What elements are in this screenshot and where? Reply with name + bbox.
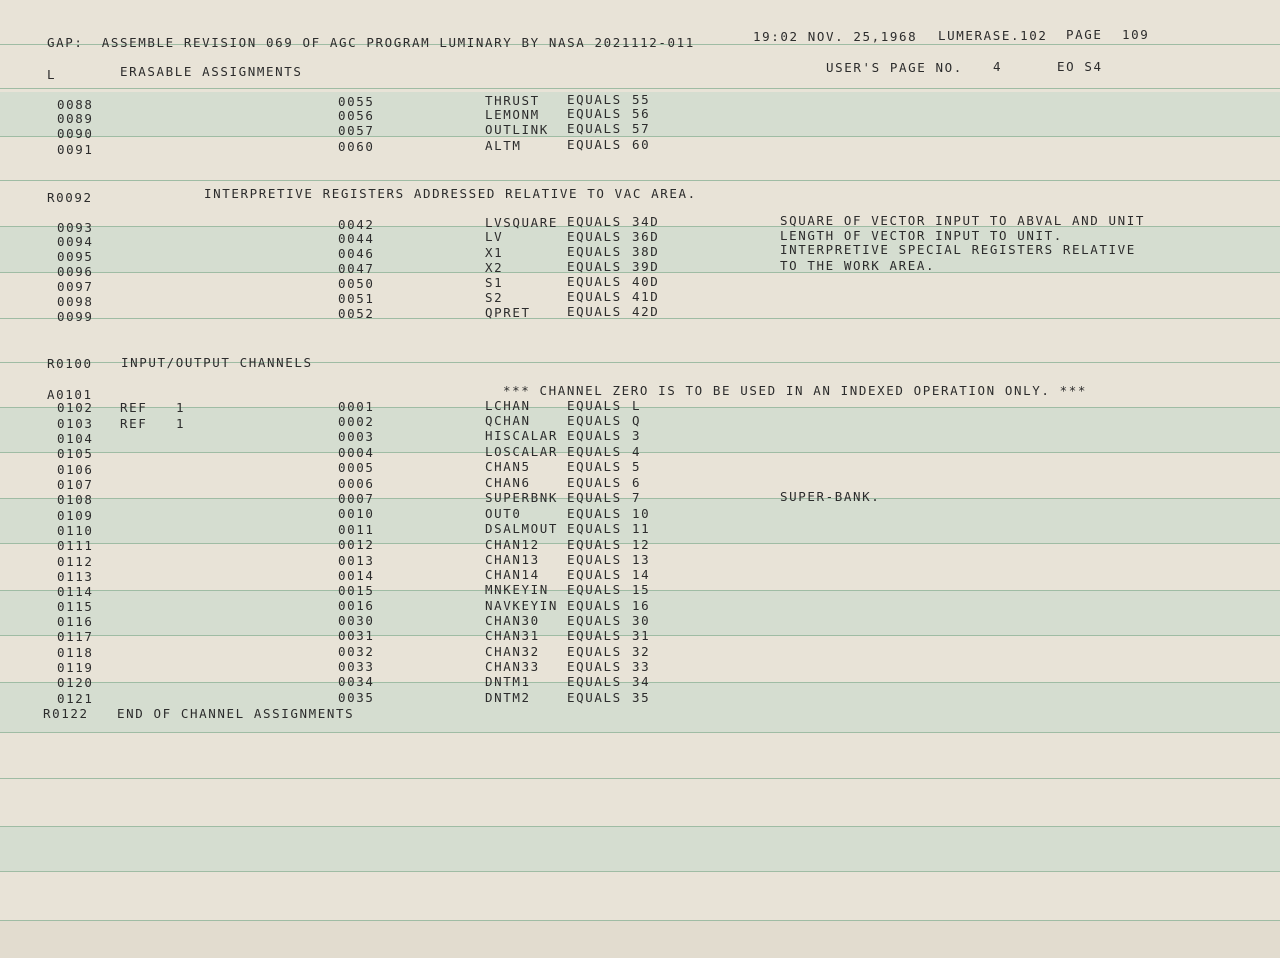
eo-marker: EO S4 bbox=[1057, 59, 1103, 74]
line-number: 0111 bbox=[57, 538, 94, 553]
opcode: EQUALS bbox=[567, 304, 622, 319]
end-of-section: END OF CHANNEL ASSIGNMENTS bbox=[117, 706, 355, 721]
operand: 5 bbox=[632, 459, 642, 474]
line-number: 0115 bbox=[57, 599, 94, 614]
section-heading: INPUT/OUTPUT CHANNELS bbox=[121, 355, 313, 370]
line-number: 0089 bbox=[57, 111, 94, 126]
operand: 41D bbox=[632, 289, 660, 304]
operand: 34 bbox=[632, 674, 651, 689]
line-number: 0097 bbox=[57, 279, 94, 294]
ref-count: 1 bbox=[176, 416, 186, 431]
line-number: 0095 bbox=[57, 249, 94, 264]
line-number: 0091 bbox=[57, 142, 94, 157]
symbol: CHAN13 bbox=[485, 552, 540, 567]
opcode: EQUALS bbox=[567, 229, 622, 244]
header-page-number: 109 bbox=[1122, 27, 1150, 42]
address: 0052 bbox=[338, 306, 375, 321]
comment: TO THE WORK AREA. bbox=[780, 258, 936, 273]
opcode: EQUALS bbox=[567, 582, 622, 597]
channel-note: *** CHANNEL ZERO IS TO BE USED IN AN INDEXED OPERATION ONLY. *** bbox=[503, 383, 1088, 398]
symbol: LV bbox=[485, 229, 504, 244]
opcode: EQUALS bbox=[567, 289, 622, 304]
opcode: EQUALS bbox=[567, 121, 622, 136]
ref-label: REF bbox=[120, 400, 148, 415]
line-number: 0109 bbox=[57, 508, 94, 523]
line-number: 0096 bbox=[57, 264, 94, 279]
symbol: LEMONM bbox=[485, 107, 540, 122]
symbol: QCHAN bbox=[485, 413, 531, 428]
ref-count: 1 bbox=[176, 400, 186, 415]
line-number: A0101 bbox=[47, 387, 93, 402]
opcode: EQUALS bbox=[567, 674, 622, 689]
opcode: EQUALS bbox=[567, 506, 622, 521]
symbol: LOSCALAR bbox=[485, 444, 559, 459]
address: 0060 bbox=[338, 139, 375, 154]
header-file: LUMERASE.102 bbox=[938, 28, 1048, 43]
line-number: 0102 bbox=[57, 400, 94, 415]
symbol: HISCALAR bbox=[485, 428, 559, 443]
opcode: EQUALS bbox=[567, 598, 622, 613]
address: 0034 bbox=[338, 674, 375, 689]
header-title: GAP: ASSEMBLE REVISION 069 OF AGC PROGRAM LUMINARY BY NASA 2021112-011 bbox=[47, 35, 695, 50]
comment: LENGTH OF VECTOR INPUT TO UNIT. bbox=[780, 228, 1063, 243]
symbol: CHAN30 bbox=[485, 613, 540, 628]
symbol: OUTLINK bbox=[485, 122, 549, 137]
address: 0014 bbox=[338, 568, 375, 583]
opcode: EQUALS bbox=[567, 398, 622, 413]
line-number: 0098 bbox=[57, 294, 94, 309]
operand: 57 bbox=[632, 121, 651, 136]
symbol: CHAN14 bbox=[485, 567, 540, 582]
line-number: R0092 bbox=[47, 190, 93, 205]
address: 0055 bbox=[338, 94, 375, 109]
address: 0016 bbox=[338, 598, 375, 613]
operand: 14 bbox=[632, 567, 651, 582]
symbol: LCHAN bbox=[485, 398, 531, 413]
address: 0044 bbox=[338, 231, 375, 246]
operand: 36D bbox=[632, 229, 660, 244]
address: 0051 bbox=[338, 291, 375, 306]
operand: 55 bbox=[632, 92, 651, 107]
operand: 12 bbox=[632, 537, 651, 552]
symbol: CHAN6 bbox=[485, 475, 531, 490]
line-number: 0104 bbox=[57, 431, 94, 446]
opcode: EQUALS bbox=[567, 552, 622, 567]
ref-label: REF bbox=[120, 416, 148, 431]
opcode: EQUALS bbox=[567, 214, 622, 229]
operand: 6 bbox=[632, 475, 642, 490]
address: 0030 bbox=[338, 613, 375, 628]
section-title: ERASABLE ASSIGNMENTS bbox=[120, 64, 303, 79]
operand: 4 bbox=[632, 444, 642, 459]
opcode: EQUALS bbox=[567, 475, 622, 490]
address: 0031 bbox=[338, 628, 375, 643]
operand: 15 bbox=[632, 582, 651, 597]
line-number: 0106 bbox=[57, 462, 94, 477]
opcode: EQUALS bbox=[567, 274, 622, 289]
operand: 56 bbox=[632, 106, 651, 121]
line-number: 0090 bbox=[57, 126, 94, 141]
line-number: 0120 bbox=[57, 675, 94, 690]
comment: SUPER-BANK. bbox=[780, 489, 881, 504]
line-number: 0099 bbox=[57, 309, 94, 324]
line-number: 0088 bbox=[57, 97, 94, 112]
rule-line bbox=[0, 826, 1280, 827]
operand: 42D bbox=[632, 304, 660, 319]
opcode: EQUALS bbox=[567, 413, 622, 428]
line-number: R0100 bbox=[47, 356, 93, 371]
address: 0007 bbox=[338, 491, 375, 506]
address: 0010 bbox=[338, 506, 375, 521]
operand: 34D bbox=[632, 214, 660, 229]
comment: INTERPRETIVE SPECIAL REGISTERS RELATIVE bbox=[780, 242, 1136, 257]
address: 0046 bbox=[338, 246, 375, 261]
rule-line bbox=[0, 920, 1280, 921]
symbol: S2 bbox=[485, 290, 504, 305]
address: 0004 bbox=[338, 445, 375, 460]
operand: L bbox=[632, 398, 642, 413]
address: 0015 bbox=[338, 583, 375, 598]
operand: 31 bbox=[632, 628, 651, 643]
line-number: 0112 bbox=[57, 554, 94, 569]
line-number: 0114 bbox=[57, 584, 94, 599]
address: 0005 bbox=[338, 460, 375, 475]
line-number: 0121 bbox=[57, 691, 94, 706]
symbol: LVSQUARE bbox=[485, 215, 559, 230]
address: 0050 bbox=[338, 276, 375, 291]
opcode: EQUALS bbox=[567, 490, 622, 505]
address: 0056 bbox=[338, 108, 375, 123]
line-number: 0105 bbox=[57, 446, 94, 461]
opcode: EQUALS bbox=[567, 137, 622, 152]
line-number: 0094 bbox=[57, 234, 94, 249]
address: 0013 bbox=[338, 553, 375, 568]
opcode: EQUALS bbox=[567, 659, 622, 674]
operand: 11 bbox=[632, 521, 651, 536]
symbol: QPRET bbox=[485, 305, 531, 320]
opcode: EQUALS bbox=[567, 628, 622, 643]
symbol: ALTM bbox=[485, 138, 522, 153]
operand: 16 bbox=[632, 598, 651, 613]
line-number: 0113 bbox=[57, 569, 94, 584]
address: 0003 bbox=[338, 429, 375, 444]
address: 0006 bbox=[338, 476, 375, 491]
address: 0042 bbox=[338, 217, 375, 232]
symbol: SUPERBNK bbox=[485, 490, 559, 505]
header-timestamp: 19:02 NOV. 25,1968 bbox=[753, 29, 918, 44]
symbol: CHAN32 bbox=[485, 644, 540, 659]
section-heading: INTERPRETIVE REGISTERS ADDRESSED RELATIVE TO VAC AREA. bbox=[204, 186, 697, 201]
line-number: R0122 bbox=[43, 706, 89, 721]
line-number: 0117 bbox=[57, 629, 94, 644]
rule-line bbox=[0, 88, 1280, 89]
symbol: CHAN31 bbox=[485, 628, 540, 643]
paper-edge bbox=[0, 920, 1280, 958]
operand: 32 bbox=[632, 644, 651, 659]
symbol: CHAN5 bbox=[485, 459, 531, 474]
address: 0011 bbox=[338, 522, 375, 537]
operand: 39D bbox=[632, 259, 660, 274]
symbol: X2 bbox=[485, 260, 504, 275]
comment: SQUARE OF VECTOR INPUT TO ABVAL AND UNIT bbox=[780, 213, 1146, 228]
operand: 40D bbox=[632, 274, 660, 289]
operand: 13 bbox=[632, 552, 651, 567]
address: 0057 bbox=[338, 123, 375, 138]
header-page-label: PAGE bbox=[1066, 27, 1103, 42]
line-number: 0118 bbox=[57, 645, 94, 660]
address: 0001 bbox=[338, 399, 375, 414]
rule-line bbox=[0, 732, 1280, 733]
symbol: CHAN12 bbox=[485, 537, 540, 552]
operand: 10 bbox=[632, 506, 651, 521]
greenbar-band bbox=[0, 826, 1280, 871]
symbol: OUT0 bbox=[485, 506, 522, 521]
operand: 30 bbox=[632, 613, 651, 628]
opcode: EQUALS bbox=[567, 428, 622, 443]
opcode: EQUALS bbox=[567, 259, 622, 274]
address: 0032 bbox=[338, 644, 375, 659]
symbol: NAVKEYIN bbox=[485, 598, 559, 613]
line-number: 0093 bbox=[57, 220, 94, 235]
line-number: 0108 bbox=[57, 492, 94, 507]
opcode: EQUALS bbox=[567, 521, 622, 536]
opcode: EQUALS bbox=[567, 537, 622, 552]
address: 0033 bbox=[338, 659, 375, 674]
line-number: 0119 bbox=[57, 660, 94, 675]
symbol: DSALMOUT bbox=[485, 521, 559, 536]
operand: 38D bbox=[632, 244, 660, 259]
symbol: THRUST bbox=[485, 93, 540, 108]
address: 0002 bbox=[338, 414, 375, 429]
symbol: CHAN33 bbox=[485, 659, 540, 674]
symbol: X1 bbox=[485, 245, 504, 260]
address: 0047 bbox=[338, 261, 375, 276]
symbol: DNTM2 bbox=[485, 690, 531, 705]
opcode: EQUALS bbox=[567, 92, 622, 107]
rule-line bbox=[0, 871, 1280, 872]
symbol: MNKEYIN bbox=[485, 582, 549, 597]
rule-line bbox=[0, 180, 1280, 181]
opcode: EQUALS bbox=[567, 444, 622, 459]
line-number: 0107 bbox=[57, 477, 94, 492]
operand: 33 bbox=[632, 659, 651, 674]
users-page-number: 4 bbox=[993, 59, 1003, 74]
address: 0035 bbox=[338, 690, 375, 705]
line-number: 0103 bbox=[57, 416, 94, 431]
line-number: 0116 bbox=[57, 614, 94, 629]
rule-line bbox=[0, 778, 1280, 779]
opcode: EQUALS bbox=[567, 690, 622, 705]
opcode: EQUALS bbox=[567, 244, 622, 259]
opcode: EQUALS bbox=[567, 459, 622, 474]
operand: 35 bbox=[632, 690, 651, 705]
line-number: 0110 bbox=[57, 523, 94, 538]
operand: 3 bbox=[632, 428, 642, 443]
section-marker: L bbox=[47, 67, 57, 82]
symbol: DNTM1 bbox=[485, 674, 531, 689]
opcode: EQUALS bbox=[567, 106, 622, 121]
opcode: EQUALS bbox=[567, 613, 622, 628]
symbol: S1 bbox=[485, 275, 504, 290]
opcode: EQUALS bbox=[567, 644, 622, 659]
opcode: EQUALS bbox=[567, 567, 622, 582]
operand: 7 bbox=[632, 490, 642, 505]
address: 0012 bbox=[338, 537, 375, 552]
operand: 60 bbox=[632, 137, 651, 152]
users-page-label: USER'S PAGE NO. bbox=[826, 60, 963, 75]
operand: Q bbox=[632, 413, 642, 428]
